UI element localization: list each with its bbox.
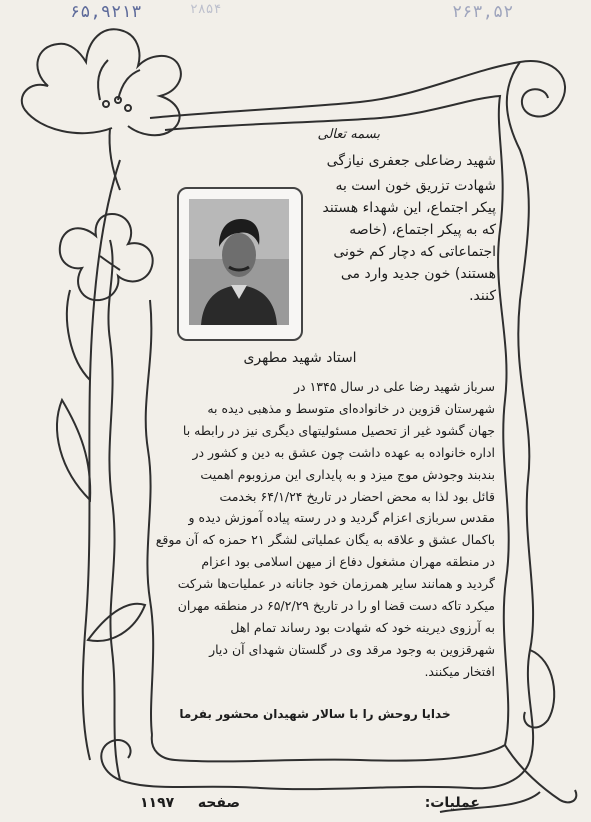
page-label: صفحه <box>197 795 240 811</box>
bio-line: افتخار میکنند. <box>424 663 495 679</box>
operations-label: عملیات: <box>424 795 480 811</box>
bio-line: مقدس سربازی اعزام گردید و در رسته پیاده آموزش دیده و <box>188 510 495 526</box>
archive-number-top-right: ۲۶۳,۵۲ <box>452 2 514 22</box>
page-number: ۱۱۹۷ <box>140 795 175 811</box>
quote-line: که به پیکر اجتماع، (خاصه <box>349 222 496 238</box>
bio-line: بندبند وجودش موج میزد و به پایداری این مرزوبوم اهمیت <box>200 466 495 482</box>
martyr-portrait-photo <box>189 199 289 325</box>
bio-line: اداره خانواده به عهده داشت چون عشق به دین و کشور در <box>192 444 495 460</box>
bio-line: سرباز شهید رضا علی در سال ۱۳۴۵ در <box>294 379 495 394</box>
quote-line: کنند. <box>469 288 496 304</box>
bio-line: قائل بود لذا به محض احضار در تاریخ ۶۴/۱/۲۴ بخدمت <box>219 488 495 504</box>
bio-line: میکرد تاکه دست قضا او را در تاریخ ۶۵/۲/۲۹ در منطقه مهران <box>177 598 495 614</box>
quote-line: پیکر اجتماع، این شهداء هستند <box>322 200 496 216</box>
quote-line: اجتماعاتی که دچار کم خونی <box>333 244 496 260</box>
archive-number-faint: ۲۸۵۴ <box>190 2 222 17</box>
bio-line: باکمال عشق و علاقه به یگان عملیاتی لشگر ۲۱ حمزه که آن موقع <box>155 532 495 548</box>
closing-prayer: خدایا روحش را با سالار شهیدان محشور بفرما <box>179 707 451 721</box>
martyr-name-title: شهید رضاعلی جعفری نیازگی <box>326 153 496 169</box>
martyr-photo-frame <box>177 187 303 341</box>
quote-line: هستند) خون جدید وارد می <box>340 266 496 282</box>
bio-line: جهان گشود غیر از تحصیل مسئولیتهای دیگری نیز در رابطه با <box>182 422 495 438</box>
bio-line: به آرزوی دیرینه خود که شهادت بود رساند تمام اهل <box>230 619 495 635</box>
quote-line: شهادت تزریق خون است به <box>335 178 496 194</box>
bio-line: گردید و همانند سایر همرزمان خود جانانه در عملیات‌ها شرکت <box>177 576 495 592</box>
archive-number-top-left: ۶۵,۹۲۱۳ <box>70 2 142 22</box>
bio-line: شهرستان قزوین در خانواده‌ای متوسط و مذهبی دیده به <box>207 400 495 416</box>
quote-author: استاد شهید مطهری <box>243 350 357 366</box>
invocation-heading: بسمه تعالی <box>317 127 380 142</box>
quote-block <box>300 175 496 307</box>
bio-line: در منطقه مهران مشغول دفاع از میهن اسلامی بود اعزام <box>201 554 495 570</box>
portrait-silhouette-icon <box>189 199 289 325</box>
biography-block <box>155 376 495 683</box>
bio-line: شهرقزوین به وجود مرقد وی در گلستان شهدای آن دیار <box>209 641 495 657</box>
